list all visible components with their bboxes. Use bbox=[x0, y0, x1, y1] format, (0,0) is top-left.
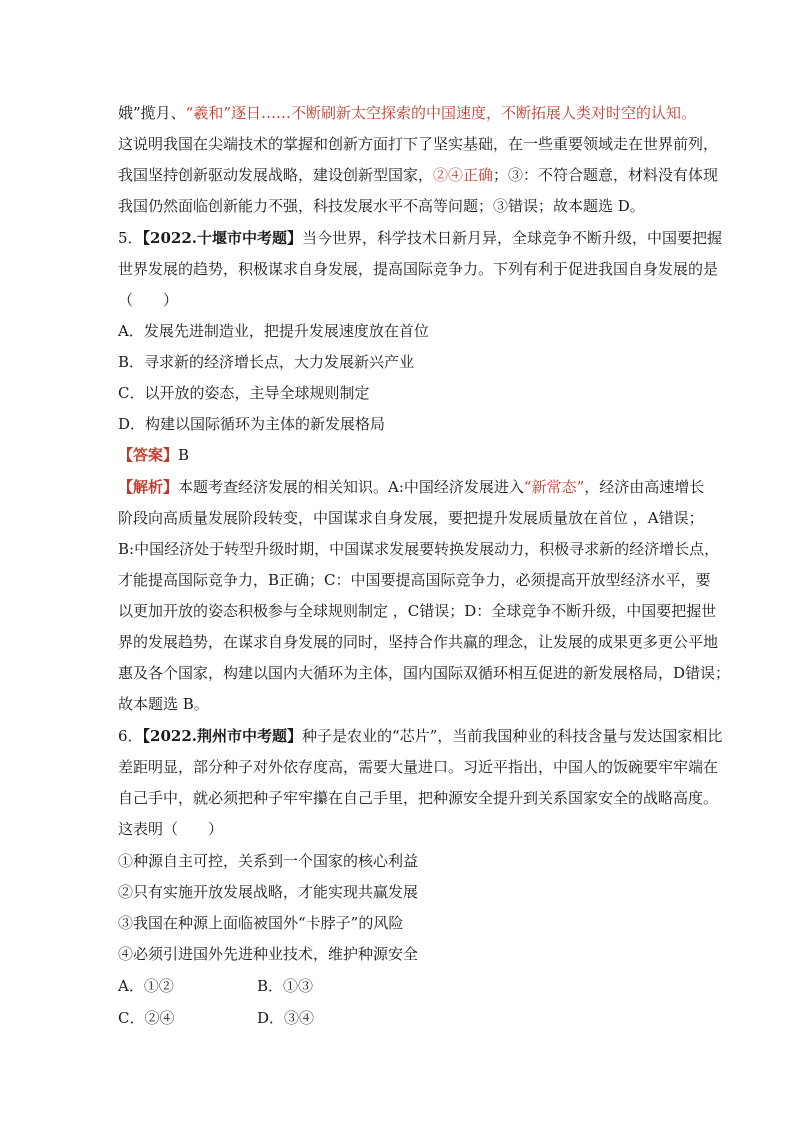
analysis-red-term: “新常态” bbox=[523, 478, 585, 496]
analysis-text-1: 本题考查经济发展的相关知识。A:中国经济发展进入 bbox=[178, 478, 524, 496]
prev-line-1-red: “羲和”逐日……不断刷新太空探索的中国速度，不断拓展人类对时空的认知。 bbox=[185, 104, 697, 122]
q6-option-c: C．②④ bbox=[118, 1009, 175, 1027]
prev-analysis-line-3 bbox=[118, 165, 718, 185]
q6-option-b: B．①③ bbox=[257, 977, 314, 995]
q6-source-tag: 【2022.荆州市中考题】 bbox=[142, 727, 303, 745]
q6-stem-line-3: 自己手中，就必须把种子牢牢攥在自己手里，把种源安全提升到关系国家安全的战略高度。 bbox=[118, 789, 719, 807]
prev-line-3-text: 我国坚持创新驱动发展战略，建设创新型国家， bbox=[118, 166, 434, 184]
answer-label: 【答案】 bbox=[118, 446, 179, 464]
q5-analysis-line-1 bbox=[118, 477, 718, 497]
prev-line-1-text: 娥”揽月、 bbox=[118, 104, 186, 122]
q5-analysis-line-3: B:中国经济处于转型升级时期，中国谋求发展要转换发展动力，积极寻求新的经济增长点， bbox=[118, 540, 720, 558]
q5-analysis-line-6: 界的发展趋势，在谋求自身发展的同时，坚持合作共赢的理念，让发展的成果更多更公平地 bbox=[118, 633, 719, 651]
q5-number: 5． bbox=[118, 229, 143, 247]
q6-stem-line-1 bbox=[118, 726, 723, 746]
q5-stem-line-1 bbox=[118, 228, 723, 248]
q6-stem-text: 种子是农业的“芯片”，当前我国种业的科技含量与发达国家相比 bbox=[302, 727, 723, 745]
prev-analysis-line-4: 我国仍然面临创新能力不强，科技发展水平不高等问题；③错误；故本题选 D。 bbox=[118, 197, 645, 215]
q5-stem-line-3: （ ） bbox=[118, 291, 179, 309]
q5-stem-line-2: 世界发展的趋势，积极谋求自身发展，提高国际竞争力。下列有利于促进我国自身发展的是 bbox=[118, 260, 719, 278]
q5-answer bbox=[118, 445, 718, 465]
q6-option-a: A．①② bbox=[118, 977, 174, 995]
q6-item-1: ①种源自主可控，关系到一个国家的核心利益 bbox=[118, 852, 419, 870]
q6-item-2: ②只有实施开放发展战略，才能实现共赢发展 bbox=[118, 883, 419, 901]
q5-option-a: A．发展先进制造业，把提升发展速度放在首位 bbox=[118, 322, 429, 340]
analysis-text-1c: ，经济由高速增长 bbox=[584, 478, 705, 496]
prev-line-3-rest: ；③：不符合题意，材料没有体现 bbox=[493, 166, 719, 184]
answer-value: B bbox=[178, 446, 190, 464]
analysis-label: 【解析】 bbox=[118, 478, 179, 496]
q6-stem-line-4: 这表明（ ） bbox=[118, 820, 224, 838]
q5-option-b: B．寻求新的经济增长点，大力发展新兴产业 bbox=[118, 353, 415, 371]
q5-analysis-line-8: 故本题选 B。 bbox=[118, 695, 209, 713]
q5-option-d: D．构建以国际循环为主体的新发展格局 bbox=[118, 415, 386, 433]
q6-number: 6． bbox=[118, 727, 143, 745]
q5-analysis-line-5: 以更加开放的姿态积极参与全球规则制定 ，C错误；D：全球竞争不断升级，中国要把握世 bbox=[118, 602, 717, 620]
q5-analysis-line-2: 阶段向高质量发展阶段转变，中国谋求自身发展，要把提升发展质量放在首位 ，A错误； bbox=[118, 509, 704, 527]
prev-line-3-red: ②④正确 bbox=[433, 166, 494, 184]
q6-item-3: ③我国在种源上面临被国外“卡脖子”的风险 bbox=[118, 914, 404, 932]
q6-item-4: ④必须引进国外先进种业技术，维护种源安全 bbox=[118, 945, 419, 963]
prev-analysis-line-1 bbox=[118, 103, 718, 123]
q5-stem-text: 当今世界，科学技术日新月异，全球竞争不断升级，中国要把握 bbox=[302, 229, 723, 247]
prev-analysis-line-2: 这说明我国在尖端技术的掌握和创新方面打下了坚实基础，在一些重要领域走在世界前列， bbox=[118, 135, 719, 153]
q6-option-d: D．③④ bbox=[257, 1009, 315, 1027]
q5-analysis-line-4: 才能提高国际竞争力，B正确；C：中国要提高国际竞争力，必须提高开放型经济水平，要 bbox=[118, 571, 711, 589]
q6-stem-line-2: 差距明显，部分种子对外依存度高，需要大量进口。习近平指出，中国人的饭碗要牢牢端在 bbox=[118, 758, 719, 776]
q5-source-tag: 【2022.十堰市中考题】 bbox=[142, 229, 303, 247]
q5-analysis-line-7: 惠及各个国家，构建以国内大循环为主体，国内国际双循环相互促进的新发展格局，D错误； bbox=[118, 664, 731, 682]
q5-option-c: C．以开放的姿态，主导全球规则制定 bbox=[118, 384, 370, 402]
